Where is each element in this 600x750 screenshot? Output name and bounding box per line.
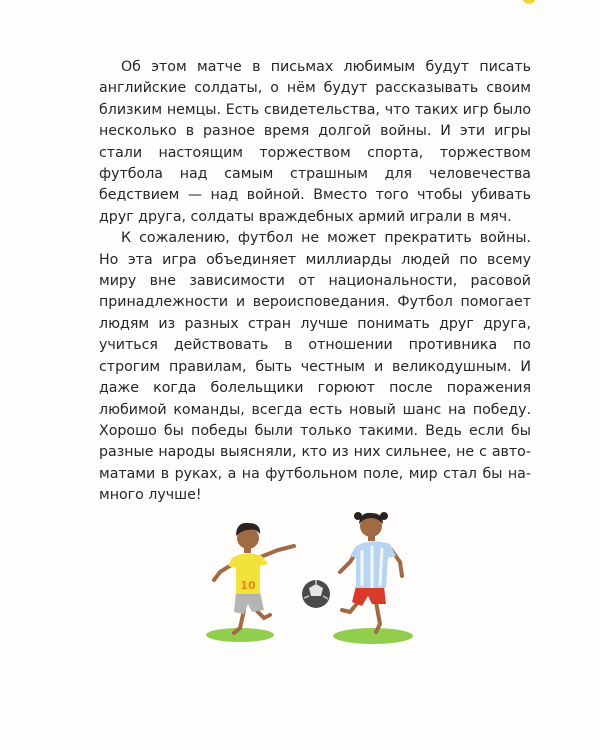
football-ball [302, 580, 330, 608]
girl-player [340, 512, 402, 632]
football-players-illustration [190, 500, 430, 660]
jersey-number: 10 [240, 579, 256, 592]
page-corner-mark [522, 0, 536, 4]
boy-player [214, 523, 294, 633]
body-text [99, 57, 531, 507]
paragraph-2: К сожалению, футбол не может прекратить войны. Но эта игра объединяет миллиарды людей по всему миру вне зависимости от национальности, расовой принадлежности и вероисповедания. Футбол помогает людям из разных стран лучше понимать друг друга, учиться действовать в отношении противника по строгим правилам, быть честным и великодушным. И даже когда болельщики горюют после поражения любимой команды, всегда есть новый шанс на победу. Хорошо бы победы были только такими. Ведь если бы разные народы выясняли, кто из них сильнее, не с автоматами в руках, а на футбольном поле, мир стал бы намного лучше! [99, 230, 531, 504]
grass-patch-right [333, 628, 413, 644]
paragraph-1: Об этом матче в письмах любимым будут писать английские солдаты, о нём будут рассказывать своим близким немцы. Есть свидетельства, что таких игр было несколько в разное время долгой войны. И эти игры стали настоящим торжеством спорта, торжеством футбола над самым страшным для человечества бедствием — над войной. Вместо того чтобы убивать друг друга, солдаты враждебных армий играли в мяч. [99, 59, 531, 225]
